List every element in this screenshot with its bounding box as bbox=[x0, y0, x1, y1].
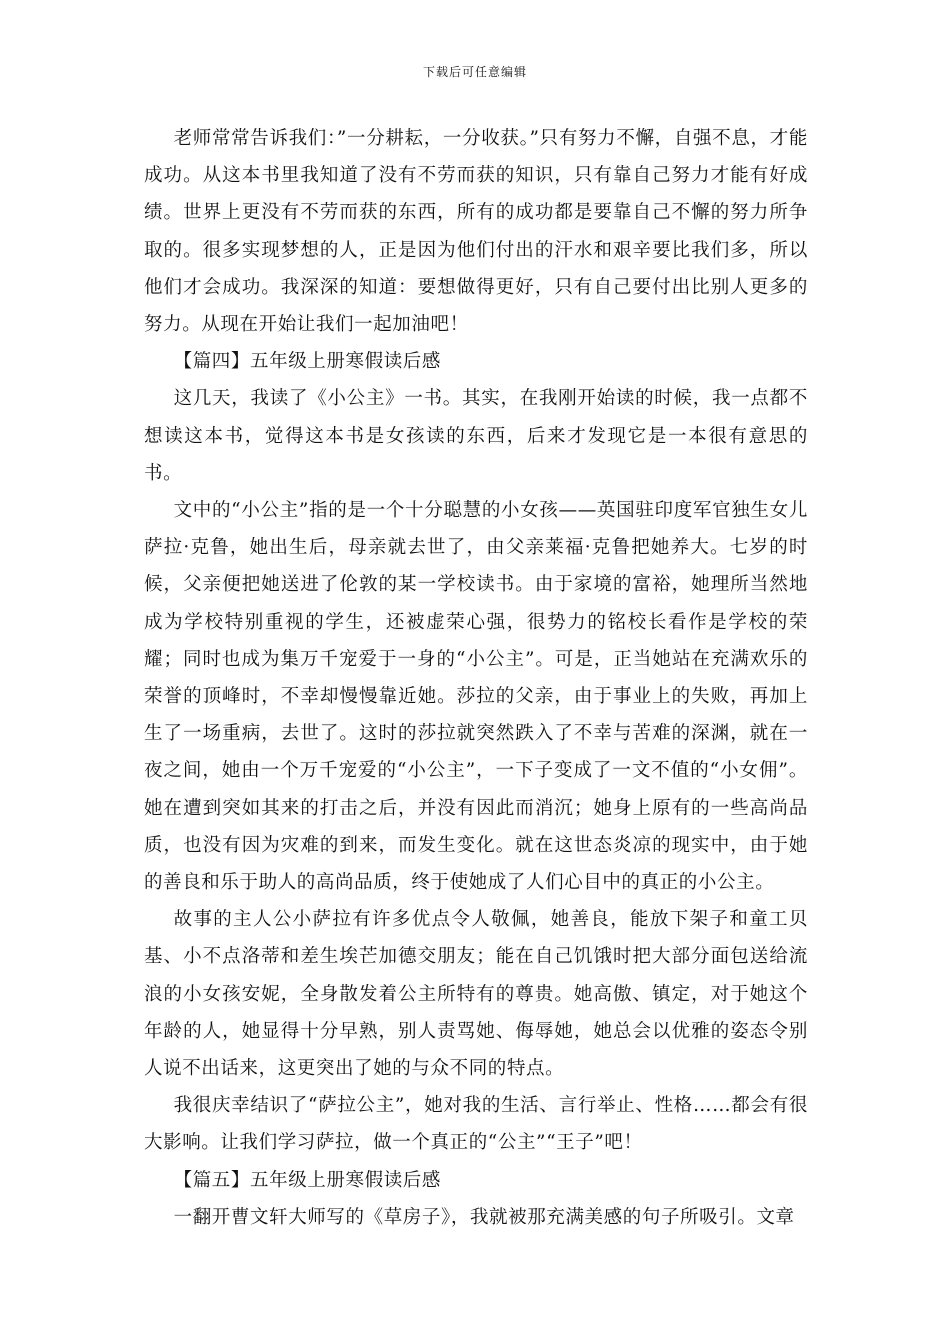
paragraph: 一翻开曹文轩大师写的《草房子》，我就被那充满美感的句子所吸引。文章 bbox=[173, 1206, 795, 1228]
section-heading: 【篇四】五年级上册寒假读后感 bbox=[173, 351, 441, 373]
page-header: 下载后可任意编辑 bbox=[422, 65, 527, 79]
paragraph: 我很庆幸结识了“萨拉公主”，她对我的生活、言行举止、性格……都会有很大影响。让我们学习萨拉，做一个真正的“公主”“王子”吧！ bbox=[144, 1095, 808, 1154]
section-heading: 【篇五】五年级上册寒假读后感 bbox=[173, 1169, 441, 1191]
paragraph: 这几天，我读了《小公主》一书。其实，在我刚开始读的时候，我一点都不想读这本书，觉得这本书是女孩读的东西，后来才发现它是一本很有意思的书。 bbox=[144, 388, 808, 484]
document-body bbox=[144, 120, 808, 1236]
paragraph: 故事的主人公小萨拉有许多优点令人敬佩，她善良，能放下架子和童工贝基、小不点洛蒂和差生埃芒加德交朋友；能在自己饥饿时把大部分面包送给流浪的小女孩安妮，全身散发着公主所特有的尊贵。她高傲、镇定，对于她这个年龄的人，她显得十分早熟，别人责骂她、侮辱她，她总会以优雅的姿态令别人说不出话来，这更突出了她的与众不同的特点。 bbox=[144, 909, 808, 1080]
paragraph: 老师常常告诉我们：”一分耕耘，一分收获。”只有努力不懈，自强不息，才能成功。从这本书里我知道了没有不劳而获的知识，只有靠自己努力才能有好成绩。世界上更没有不劳而获的东西，所有的成功都是要靠自己不懈的努力所争取的。很多实现梦想的人，正是因为他们付出的汗水和艰辛要比我们多，所以他们才会成功。我深深的知道：要想做得更好，只有自己要付出比别人更多的努力。从现在开始让我们一起加油吧！ bbox=[144, 128, 808, 336]
paragraph: 文中的“小公主”指的是一个十分聪慧的小女孩——英国驻印度军官独生女儿萨拉·克鲁，她出生后，母亲就去世了，由父亲莱福·克鲁把她养大。七岁的时候，父亲便把她送进了伦敦的某一学校读书。由于家境的富裕，她理所当然地成为学校特别重视的学生，还被虚荣心强，很势力的铭校长看作是学校的荣耀；同时也成为集万千宠爱于一身的“小公主”。可是，正当她站在充满欢乐的荣誉的顶峰时，不幸却慢慢靠近她。莎拉的父亲，由于事业上的失败，再加上生了一场重病，去世了。这时的莎拉就突然跌入了不幸与苦难的深渊，就在一夜之间，她由一个万千宠爱的“小公主”，一下子变成了一文不值的“小女佣”。她在遭到突如其来的打击之后，并没有因此而消沉；她身上原有的一些高尚品质，也没有因为灾难的到来，而发生变化。就在这世态炎凉的现实中，由于她的善良和乐于助人的高尚品质，终于使她成了人们心目中的真正的小公主。 bbox=[144, 500, 808, 894]
